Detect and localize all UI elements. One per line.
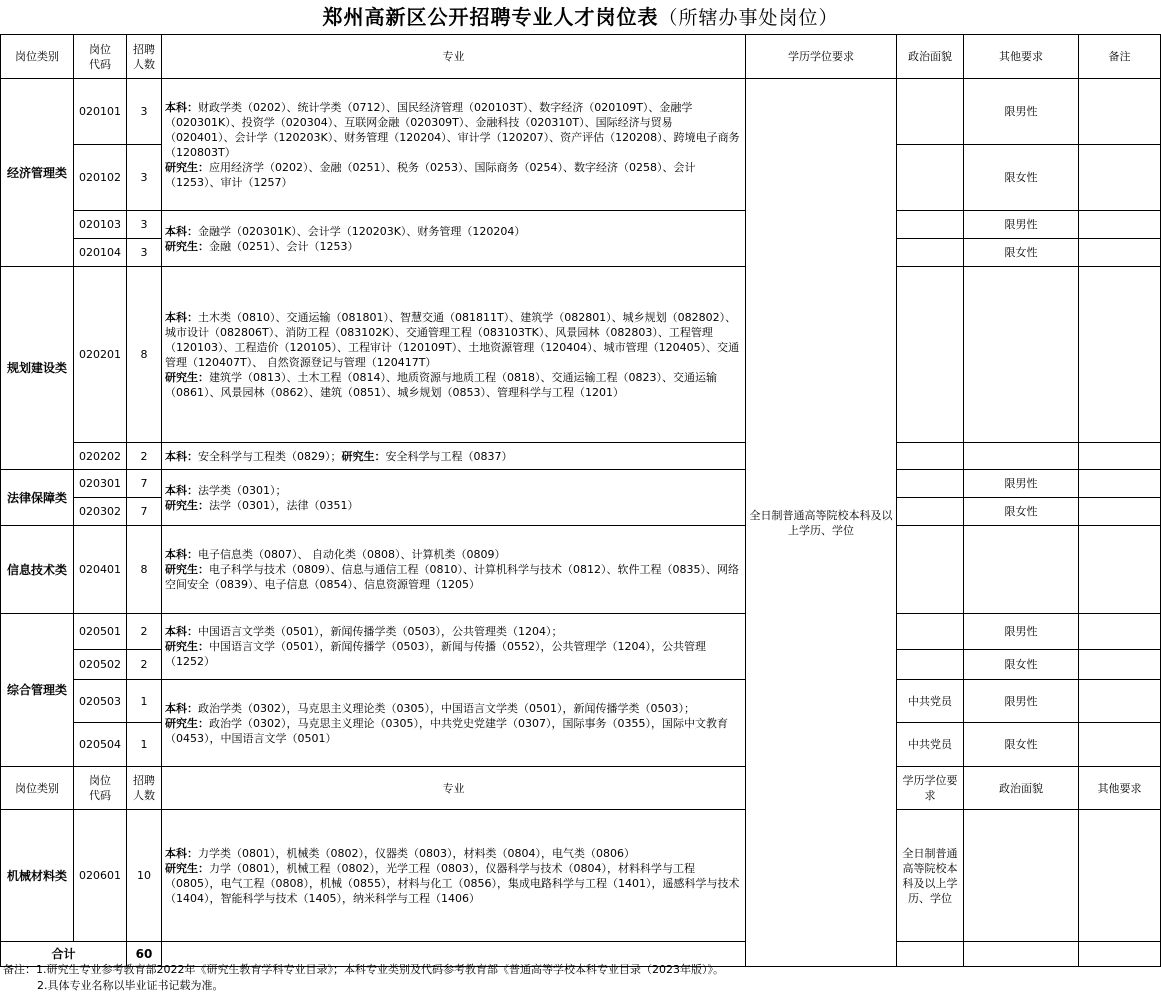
position-code: 020501 (74, 614, 127, 650)
major-cell (162, 526, 746, 614)
political-cell (897, 267, 964, 443)
remarks-cell (1079, 145, 1161, 211)
remarks-cell (1079, 526, 1161, 614)
major-cell (162, 470, 746, 526)
header-other: 其他要求 (1079, 767, 1161, 810)
table-row (1, 267, 1161, 443)
hire-count: 1 (127, 723, 162, 767)
political-cell (897, 211, 964, 239)
undergrad-majors: 电子信息类（0807）、 自动化类（0808）、计算机类（0809） (198, 548, 506, 561)
remarks-cell (1079, 79, 1161, 145)
other-requirement (964, 443, 1079, 470)
footnote-1: 备注：1.研究生专业参考教育部2022年《研究生教育学科专业目录》；本科专业类别及代码参考教育部《普通高等学校本科专业目录（2023年版）》。 (3, 963, 724, 976)
political-cell (897, 470, 964, 498)
hire-count: 2 (127, 650, 162, 680)
positions-table (0, 34, 1161, 967)
grad-label: 研究生： (165, 160, 209, 174)
major-cell (162, 79, 746, 211)
position-code: 020102 (74, 145, 127, 211)
hire-count: 3 (127, 239, 162, 267)
table-row (1, 526, 1161, 614)
hire-count: 3 (127, 79, 162, 145)
hire-count: 2 (127, 443, 162, 470)
remarks-cell (1079, 267, 1161, 443)
total-value: 60 (127, 942, 162, 967)
header-category: 岗位类别 (1, 35, 74, 79)
category-cell: 法律保障类 (1, 470, 74, 526)
position-code: 020101 (74, 79, 127, 145)
remarks-cell (1079, 470, 1161, 498)
undergrad-label: 本科： (165, 100, 198, 114)
undergrad-majors: 安全科学与工程类（0829）； (198, 449, 342, 463)
political-requirement: 中共党员 (897, 680, 964, 723)
table-row (1, 680, 1161, 723)
hire-count: 7 (127, 470, 162, 498)
other-requirement: 限女性 (964, 723, 1079, 767)
grad-label: 研究生： (165, 716, 209, 730)
other-requirement (1079, 810, 1161, 942)
header-code: 岗位 代码 (74, 35, 127, 79)
grad-label: 研究生： (165, 370, 209, 384)
hire-count: 10 (127, 810, 162, 942)
position-code: 020201 (74, 267, 127, 443)
table-header-row (1, 767, 1161, 810)
other-requirement: 限女性 (964, 498, 1079, 526)
education-requirement: 全日制普通高等院校本科及以上学历、学位 (746, 79, 897, 967)
table-row (1, 614, 1161, 650)
undergrad-majors: 政治学类（0302），马克思主义理论类（0305），中国语言文学类（0501），新闻传播学类（0503）； (198, 701, 695, 715)
header-remarks: 备注 (1079, 35, 1161, 79)
political-cell (897, 614, 964, 650)
table-row (1, 810, 1161, 942)
position-code: 020202 (74, 443, 127, 470)
table-row (1, 211, 1161, 239)
hire-count: 2 (127, 614, 162, 650)
other-requirement: 限女性 (964, 650, 1079, 680)
remarks-cell (1079, 650, 1161, 680)
undergrad-majors: 法学类（0301）； (198, 483, 287, 497)
other-requirement: 限男性 (964, 79, 1079, 145)
position-code: 020103 (74, 211, 127, 239)
other-requirement: 限男性 (964, 211, 1079, 239)
political-cell (964, 810, 1079, 942)
position-code: 020301 (74, 470, 127, 498)
position-code: 020502 (74, 650, 127, 680)
position-code: 020503 (74, 680, 127, 723)
other-requirement (964, 526, 1079, 614)
political-cell (897, 498, 964, 526)
grad-majors: 电子科学与技术（0809）、信息与通信工程（0810）、计算机科学与技术（0812）、软件工程（0835）、网络空间安全（0839）、电子信息（0854）、信息资源管理（1205） (165, 563, 739, 591)
grad-majors: 安全科学与工程（0837） (385, 449, 513, 463)
footnotes (3, 962, 1153, 994)
political-cell (897, 526, 964, 614)
table-row (1, 79, 1161, 145)
undergrad-majors: 中国语言文学类（0501），新闻传播学类（0503），公共管理类（1204）； (198, 625, 563, 638)
position-code: 020302 (74, 498, 127, 526)
remarks-cell (1079, 680, 1161, 723)
hire-count: 3 (127, 145, 162, 211)
hire-count: 8 (127, 526, 162, 614)
header-political: 政治面貌 (897, 35, 964, 79)
major-cell (162, 443, 746, 470)
undergrad-majors: 财政学类（0202）、统计学类（0712）、国民经济管理（020103T）、数字经济（020109T）、金融学（020301K）、投资学（020304）、互联网金融（020309T）、金融科技（020310T）、国际经济与贸易（020401）、会计学（120203K）、财务管理（120204）、审计学（120207）、资产评估（120208）、跨境电子商务（120803T） (165, 100, 740, 159)
total-label: 合计 (1, 942, 127, 967)
hire-count: 3 (127, 211, 162, 239)
header-major: 专业 (162, 767, 746, 810)
grad-majors: 力学（0801），机械工程（0802），光学工程（0803），仪器科学与技术（0804），材料科学与工程（0805），电气工程（0808），机械（0855），材料与化工（0856），集成电路科学与工程（1401），遥感科学与技术（1404），智能科学与技术（1405），纳米科学与工程（1406） (165, 861, 740, 905)
position-code: 020504 (74, 723, 127, 767)
major-cell (162, 810, 746, 942)
other-requirement: 限女性 (964, 239, 1079, 267)
header-count: 招聘 人数 (127, 35, 162, 79)
political-cell (897, 650, 964, 680)
hire-count: 7 (127, 498, 162, 526)
hire-count: 8 (127, 267, 162, 443)
remarks-cell (1079, 614, 1161, 650)
other-requirement (964, 267, 1079, 443)
political-requirement: 中共党员 (897, 723, 964, 767)
education-requirement: 全日制普通高等院校本科及以上学历、学位 (897, 810, 964, 942)
position-code: 020601 (74, 810, 127, 942)
grad-label: 研究生： (165, 640, 209, 653)
undergrad-label: 本科： (165, 701, 198, 715)
grad-label: 研究生： (165, 861, 209, 875)
other-requirement: 限男性 (964, 470, 1079, 498)
undergrad-label: 本科： (165, 483, 198, 497)
remarks-cell (1079, 211, 1161, 239)
table-row (1, 470, 1161, 498)
header-category: 岗位类别 (1, 767, 74, 810)
header-major: 专业 (162, 35, 746, 79)
header-political: 政治面貌 (964, 767, 1079, 810)
political-cell (897, 79, 964, 145)
position-code: 020104 (74, 239, 127, 267)
document-title (0, 0, 1161, 34)
grad-label: 研究生： (165, 498, 209, 512)
header-other: 其他要求 (964, 35, 1079, 79)
undergrad-label: 本科： (165, 310, 198, 324)
grad-label: 研究生： (341, 449, 386, 463)
undergrad-label: 本科： (165, 625, 198, 638)
undergrad-majors: 土木类（0810）、交通运输（081801）、智慧交通（081811T）、建筑学（082801）、城乡规划（082802）、城市设计（082806T）、消防工程（083102K）、交通管理工程（083103TK）、风景园林（082803）、工程管理（120103）、工程造价（120105）、工程审计（120109T）、土地资源管理（120404）、城市管理（120405）、交通管理（120407T）、 自然资源登记与管理（120417T） (165, 310, 740, 369)
remarks-cell (1079, 498, 1161, 526)
political-cell (897, 443, 964, 470)
grad-majors: 金融（0251）、会计（1253） (209, 239, 359, 253)
hire-count: 1 (127, 680, 162, 723)
other-requirement: 限男性 (964, 614, 1079, 650)
category-cell: 经济管理类 (1, 79, 74, 267)
undergrad-label: 本科： (165, 449, 198, 463)
footnote-2: 2.具体专业名称以毕业证书记载为准。 (37, 979, 224, 992)
other-requirement: 限女性 (964, 145, 1079, 211)
category-cell: 综合管理类 (1, 614, 74, 767)
grad-majors: 中国语言文学（0501），新闻传播学（0503），新闻与传播（0552），公共管理学（1204），公共管理（1252） (165, 640, 706, 668)
header-education: 学历学位要求 (897, 767, 964, 810)
undergrad-majors: 力学类（0801），机械类（0802），仪器类（0803），材料类（0804），电气类（0806） (198, 846, 635, 860)
undergrad-label: 本科： (165, 846, 198, 860)
remarks-cell (1079, 239, 1161, 267)
category-cell: 规划建设类 (1, 267, 74, 470)
major-cell (162, 267, 746, 443)
remarks-cell (1079, 723, 1161, 767)
category-cell: 信息技术类 (1, 526, 74, 614)
major-cell (162, 680, 746, 767)
major-cell (162, 211, 746, 267)
political-cell (897, 145, 964, 211)
undergrad-label: 本科： (165, 548, 198, 561)
grad-label: 研究生： (165, 563, 209, 576)
header-count: 招聘 人数 (127, 767, 162, 810)
header-education: 学历学位要求 (746, 35, 897, 79)
political-cell (897, 239, 964, 267)
other-requirement: 限男性 (964, 680, 1079, 723)
remarks-cell (1079, 443, 1161, 470)
major-cell (162, 614, 746, 680)
title-subtitle: （所辖办事处岗位） (658, 7, 839, 29)
header-code: 岗位 代码 (74, 767, 127, 810)
undergrad-majors: 金融学（020301K）、会计学（120203K）、财务管理（120204） (198, 224, 526, 238)
grad-majors: 建筑学（0813）、土木工程（0814）、地质资源与地质工程（0818）、交通运输工程（0823）、交通运输（0861）、风景园林（0862）、建筑（0851）、城乡规划（0853）、管理科学与工程（1201） (165, 370, 717, 399)
grad-majors: 法学（0301），法律（0351） (209, 498, 359, 512)
undergrad-label: 本科： (165, 224, 198, 238)
grad-majors: 应用经济学（0202）、金融（0251）、税务（0253）、国际商务（0254）、数字经济（0258）、会计（1253）、审计（1257） (165, 160, 696, 189)
table-row (1, 443, 1161, 470)
grad-label: 研究生： (165, 239, 209, 253)
title-main: 郑州高新区公开招聘专业人才岗位表 (322, 5, 659, 29)
grad-majors: 政治学（0302），马克思主义理论（0305），中共党史党建学（0307），国际事务（0355），国际中文教育（0453），中国语言文学（0501） (165, 716, 728, 745)
table-header-row (1, 35, 1161, 79)
category-cell: 机械材料类 (1, 810, 74, 942)
position-code: 020401 (74, 526, 127, 614)
